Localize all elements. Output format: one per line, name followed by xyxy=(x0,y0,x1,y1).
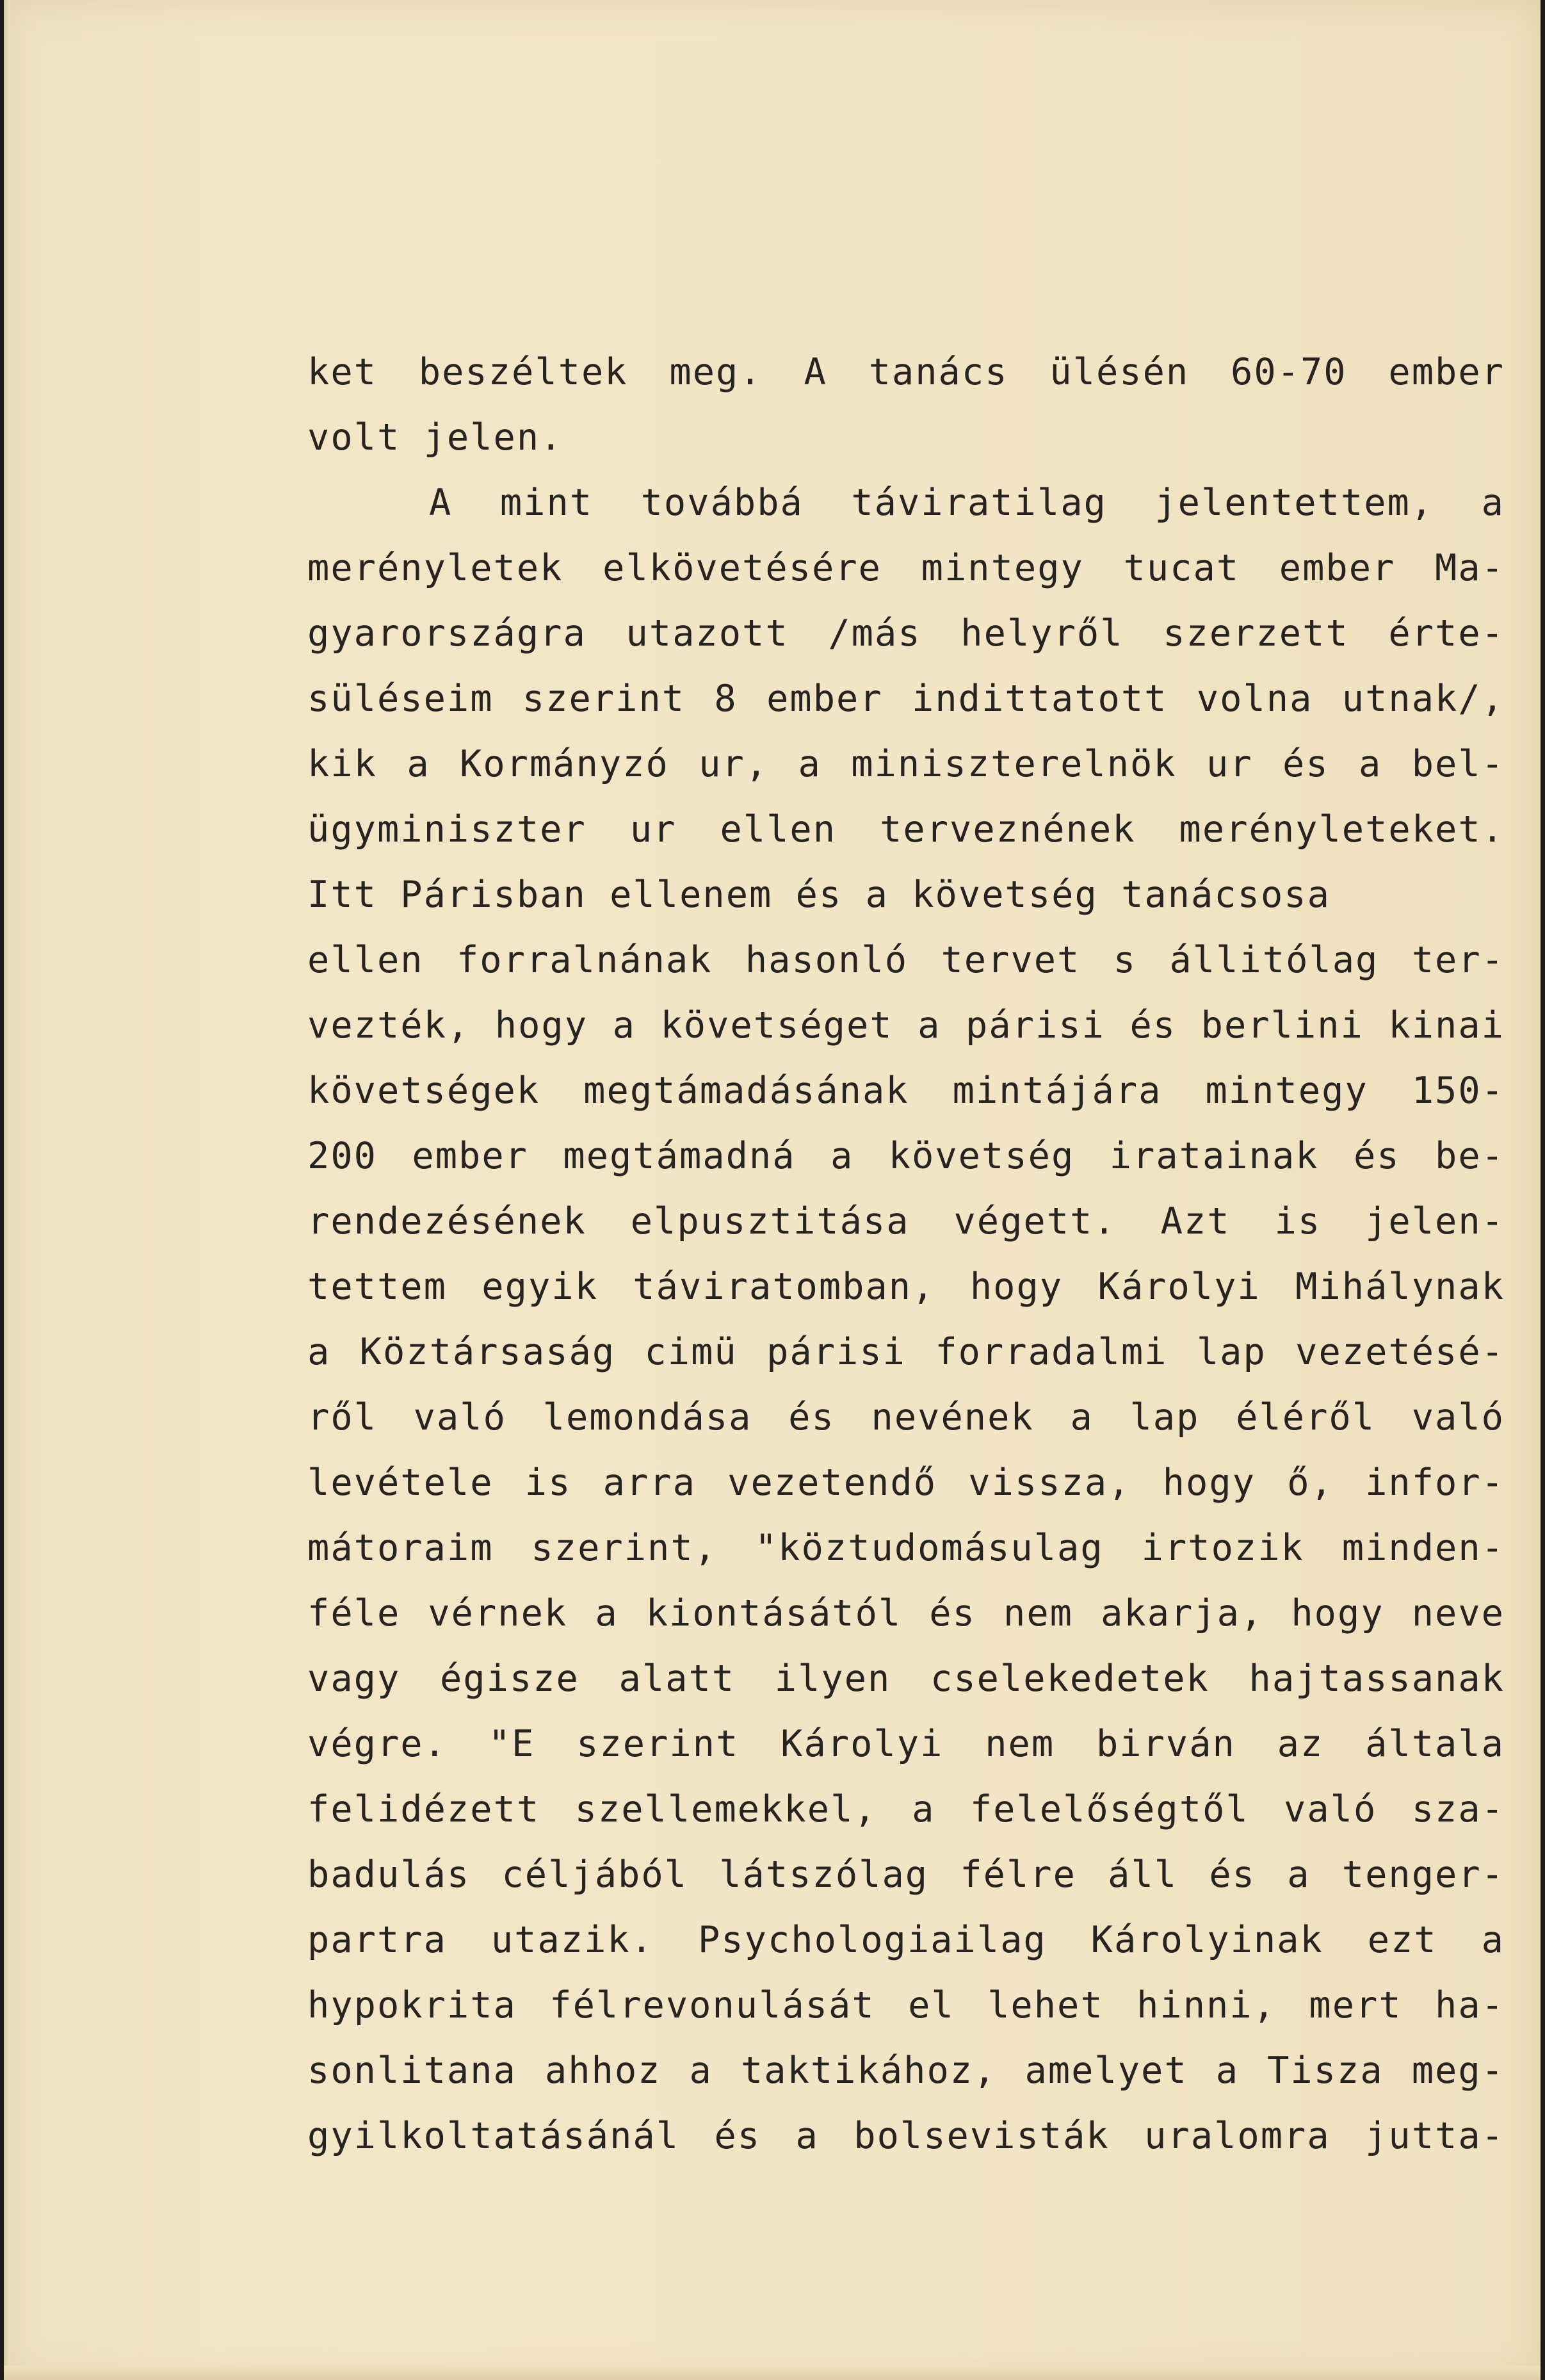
text-line-14: rendezésének elpusztitása végett. Azt is jelen- xyxy=(307,1200,1505,1243)
text-line-23: felidézett szellemekkel, a felelőségtől való sza- xyxy=(307,1788,1505,1830)
text-line-3: A mint továbbá táviratilag jelentettem, a xyxy=(429,482,1505,524)
text-line-7: kik a Kormányzó ur, a miniszterelnök ur és a bel- xyxy=(307,743,1505,785)
text-line-25: partra utazik. Psychologiailag Károlyinak ezt a xyxy=(307,1919,1505,1961)
text-line-22: végre. "E szerint Károlyi nem birván az általa xyxy=(307,1723,1505,1765)
page-left-edge xyxy=(4,0,10,2380)
text-line-19: mátoraim szerint, "köztudomásulag irtozik minden- xyxy=(307,1527,1505,1569)
text-line-11: vezték, hogy a követséget a párisi és berlini kinai xyxy=(307,1004,1505,1047)
text-line-2: volt jelen. xyxy=(307,416,563,459)
text-line-15: tettem egyik táviratomban, hogy Károlyi Mihálynak xyxy=(307,1266,1505,1308)
text-line-28: gyilkoltatásánál és a bolsevisták uralomra jutta- xyxy=(307,2115,1505,2157)
text-line-10: ellen forralnának hasonló tervet s állitólag ter- xyxy=(307,939,1505,981)
text-line-27: sonlitana ahhoz a taktikához, amelyet a Tisza meg- xyxy=(307,2050,1505,2092)
text-line-18: levétele is arra vezetendő vissza, hogy ő, infor- xyxy=(307,1462,1505,1504)
text-line-4: merényletek elkövetésére mintegy tucat ember Ma- xyxy=(307,547,1505,589)
text-line-17: ről való lemondása és nevének a lap éléről való xyxy=(307,1396,1505,1439)
text-line-6: süléseim szerint 8 ember indittatott volna utnak/, xyxy=(307,678,1505,720)
text-line-8: ügyminiszter ur ellen terveznének merényleteket. xyxy=(307,808,1505,851)
text-line-21: vagy égisze alatt ilyen cselekedetek hajtassanak xyxy=(307,1658,1505,1700)
text-line-1: ket beszéltek meg. A tanács ülésén 60-70 ember xyxy=(307,351,1505,393)
text-line-16: a Köztársaság cimü párisi forradalmi lap vezetésé- xyxy=(307,1331,1505,1373)
text-line-24: badulás céljából látszólag félre áll és a tenger- xyxy=(307,1854,1505,1896)
text-line-9: Itt Párisban ellenem és a követség tanácsosa xyxy=(307,874,1331,916)
page-bottom-edge xyxy=(4,2366,1541,2380)
text-line-13: 200 ember megtámadná a követség iratainak és be- xyxy=(307,1135,1505,1177)
text-line-20: féle vérnek a kiontásától és nem akarja, hogy neve xyxy=(307,1592,1505,1634)
text-line-12: követségek megtámadásának mintájára mintegy 150- xyxy=(307,1070,1505,1112)
text-line-26: hypokrita félrevonulását el lehet hinni, mert ha- xyxy=(307,1984,1505,2026)
text-line-5: gyarországra utazott /más helyről szerzett érte- xyxy=(307,612,1505,655)
typewritten-text-body xyxy=(307,339,1505,2169)
